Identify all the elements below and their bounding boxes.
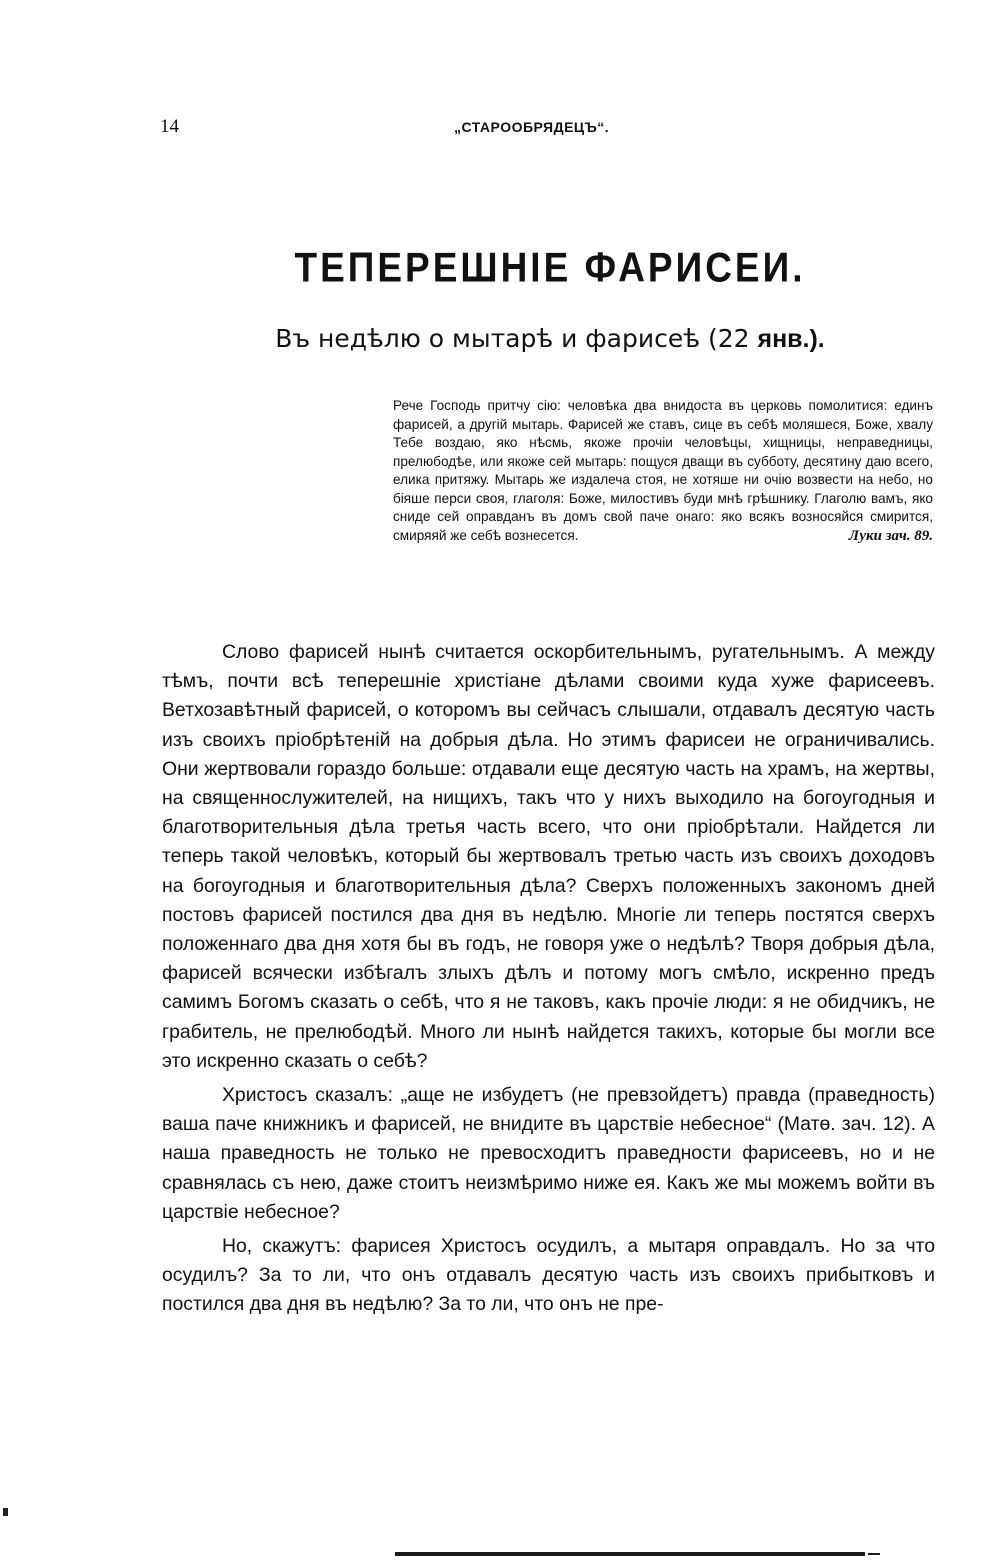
margin-mark [3,1508,8,1516]
bottom-rule-tail [868,1553,880,1555]
subtitle-date: янв.). [757,325,825,353]
subtitle-main: Въ недѣлю о мытарѣ и фарисеѣ (22 [275,324,758,353]
paragraph-2: Христосъ сказалъ: „аще не избудетъ (не превзойдетъ) правда (праведность) ваша паче книжникъ и фарисей, не внидите въ царствіе небесное“ (Матө. зач. 12). А наша праведность не только не превосходитъ праведности фарисеевъ, но и не сравнялась съ нею, даже стоитъ неизмѣримо ниже ея. Какъ же мы можемъ войти въ царствіе небесное? [162,1084,935,1223]
article-title: ТЕПЕРЕШНІЕ ФАРИСЕИ. [294,244,806,291]
paragraph-3: Но, скажутъ: фарисея Христосъ осудилъ, а мытаря оправдалъ. Но за что осудилъ? За то ли, что онъ отдавалъ десятую часть изъ своихъ прибытковъ и постился два дня въ недѣлю? За то ли, что онъ не пре- [162,1235,935,1316]
bottom-rule [395,1552,865,1556]
running-title: „СТАРООБРЯДЕЦЪ“. [454,119,610,135]
article-subtitle [165,324,935,354]
epigraph-text: Рече Господь притчу сію: человѣка два внидоста въ церковь помолитися: единъ фарисей, а другій мытарь. Фарисей же ставъ, сице въ себѣ моляшеся, Боже, хвалу Тебе воздаю, яко нѣсмь, якоже прочіи человѣцы, хищницы, неправедницы, прелюбодѣе, или якоже сей мытарь: пощуся дващи въ субботу, десятину даю всего, елика притяжу. Мытарь же издалеча стоя, не хотяше ни очію возвести на небо, но біяше перси своя, глаголя: Боже, милостивъ буди мнѣ грѣшнику. Глаголю вамъ, яко сниде сей оправданъ въ домъ свой паче онаго: яко всякъ возносяйся смирится, смиряяй же себѣ вознесется. [393,398,933,543]
epigraph-quote [393,397,933,545]
paragraph-1: Слово фарисей нынѣ считается оскорбительнымъ, ругательнымъ. А между тѣмъ, почти всѣ теперешніе христіане дѣлами своими куда хуже фарисеевъ. Ветхозавѣтный фарисей, о которомъ вы сейчасъ слышали, отдавалъ десятую часть изъ своихъ пріобрѣтеній на добрыя дѣла. Но этимъ фарисеи не ограничивались. Они жертвовали гораздо больше: отдавали еще десятую часть на храмъ, на жертвы, на священнослужителей, на нищихъ, такъ что у нихъ выходило на богоугодныя и благотворительныя дѣла третья часть всего, что они пріобрѣтали. Найдется ли теперь такой человѣкъ, который бы жертвовалъ третью часть изъ своихъ доходовъ на богоугодныя и благотворительныя дѣла? Сверхъ положенныхъ закономъ дней постовъ фарисей постился два дня въ недѣлю. Многіе ли теперь постятся сверхъ положеннаго два дня хотя бы въ годъ, не говоря уже о недѣлѣ? Творя добрыя дѣла, фарисей всячески избѣгалъ злыхъ дѣлъ и потому могъ смѣло, искренно предъ самимъ Богомъ сказать о себѣ, что я не таковъ, какъ прочіе люди: я не обидчикъ, не грабитель, не прелюбодѣй. Много ли нынѣ найдется такихъ, которые бы могли все это искренно сказать о себѣ? [162,641,935,1072]
page-number: 14 [160,116,179,137]
article-body [162,638,935,1325]
epigraph-reference: Луки зач. 89. [848,527,933,544]
